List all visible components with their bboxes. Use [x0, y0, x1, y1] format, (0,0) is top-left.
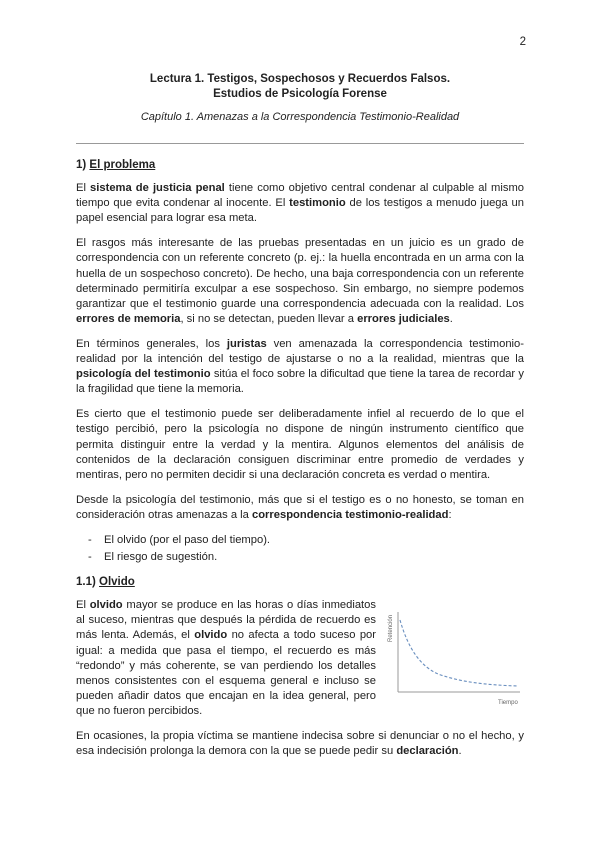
section-1-1-heading — [76, 575, 524, 590]
text-segment: mayor se produce en las horas o días inmediatos al suceso, mientras que después la pérdida de recuerdo es más lenta. Además, el — [76, 599, 376, 642]
text-segment: ven amenazada la correspondencia testimonio-realidad por la intención del testigo de ajustarse o no a la realidad, mientras que la — [76, 337, 524, 366]
paragraph-3 — [76, 337, 524, 397]
paragraph-1 — [76, 181, 524, 226]
section-1-heading — [76, 158, 524, 173]
bold-term: errores judiciales — [357, 312, 450, 325]
text-segment: de los testigos a menudo juega un papel esencial para lograr esa meta. — [76, 197, 524, 225]
bold-term: correspondencia testimonio-realidad — [252, 508, 449, 521]
divider — [76, 143, 524, 144]
title-line-2: Estudios de Psicología Forense — [213, 88, 387, 100]
bold-term: errores de memoria — [76, 312, 181, 325]
paragraph-4: Es cierto que el testimonio puede ser deliberadamente infiel al recuerdo de lo que el testigo percibió, pero la psicología no dispone de ningún instrumento científico que permita distinguir entre la verdad y la mentira. Algunos elementos del análisis de contenidos de la declaración consiguen discriminar entre promedio de verdades y mentiras, pero no permiten decidir si una declaración concreta es verdad o mentira. — [76, 408, 524, 481]
y-axis-label: Retención — [388, 615, 394, 643]
page-number: 2 — [519, 36, 526, 48]
paragraph-2 — [76, 236, 524, 327]
section-title: El problema — [89, 159, 156, 171]
title-line-1: Lectura 1. Testigos, Sospechosos y Recuerdos Falsos. — [149, 73, 451, 85]
text-segment: . — [449, 312, 453, 325]
paragraph-6 — [76, 598, 376, 719]
section-title: Olvido — [99, 576, 135, 589]
bold-term: olvido — [194, 629, 228, 642]
bold-term: olvido — [89, 599, 123, 612]
olvido-block — [76, 598, 524, 729]
bold-term: testimonio — [289, 197, 346, 210]
chapter-subtitle: Capítulo 1. Amenazas a la Correspondencia Testimonio-Realidad — [140, 111, 460, 123]
bold-term: declaración — [396, 745, 459, 758]
list-item: - El riesgo de sugestión. — [76, 550, 524, 565]
forgetting-curve-svg — [386, 608, 524, 708]
document-title — [0, 72, 600, 102]
section-number: 1.1) — [76, 576, 100, 589]
text-segment: El rasgos más interesante de las pruebas presentadas en un juicio es un grado de correspondencia con un referente concreto (p. ej.: la huella encontrada en un arma con la huella de un sospechoso concreto). De hecho, una baja correspondencia con un referente determinado permitiría exculpar a ese sospechoso. Sin embargo, no siempre podemos garantizar que el testimonio guarde una correspondencia adecuada con la realidad. Los — [76, 237, 524, 310]
paragraph-7 — [76, 729, 524, 759]
text-segment: El — [76, 599, 90, 612]
text-segment: tiene como objetivo central condenar al culpable al mismo tiempo que evita condenar al inocente. El — [76, 182, 524, 210]
forgetting-curve-figure — [386, 608, 524, 718]
list-item: - El olvido (por el paso del tiempo). — [76, 533, 524, 548]
text-segment: . — [458, 745, 462, 758]
paragraph-5 — [76, 493, 524, 523]
text-segment: sitúa el foco sobre la dificultad que tiene la tarea de recordar y la fragilidad que tiene la memoria. — [76, 368, 524, 396]
text-segment: En ocasiones, la propia víctima se mantiene indecisa sobre si denunciar o no el hecho, y esa indecisión prolonga la demora con la que se puede pedir su — [76, 730, 524, 758]
x-axis-label: Tiempo — [498, 700, 518, 707]
document-body — [76, 158, 524, 769]
section-number: 1) — [76, 159, 90, 171]
threat-list — [76, 533, 524, 565]
text-segment: El — [76, 182, 91, 195]
text-segment: Desde la psicología del testimonio, más que si el testigo es o no honesto, se toman en consideración otras amenazas a la — [76, 493, 524, 521]
text-segment: : — [448, 508, 452, 521]
text-segment: En términos generales, los — [76, 337, 227, 350]
bold-term: sistema de justicia penal — [90, 182, 225, 195]
retention-curve — [400, 620, 518, 686]
bold-term: juristas — [226, 337, 267, 350]
bold-term: psicología del testimonio — [76, 368, 211, 381]
text-segment: , si no se detectan, pueden llevar a — [180, 312, 358, 325]
text-segment: no afecta a todo suceso por igual: a medida que pasa el tiempo, el recuerdo es más “redondo” y más coherente, se van perdiendo los detalles menos consistentes con el esquema general e incluso se pueden añadir datos que encajan en la idea general, pero que no fueron percibidos. — [76, 629, 376, 717]
